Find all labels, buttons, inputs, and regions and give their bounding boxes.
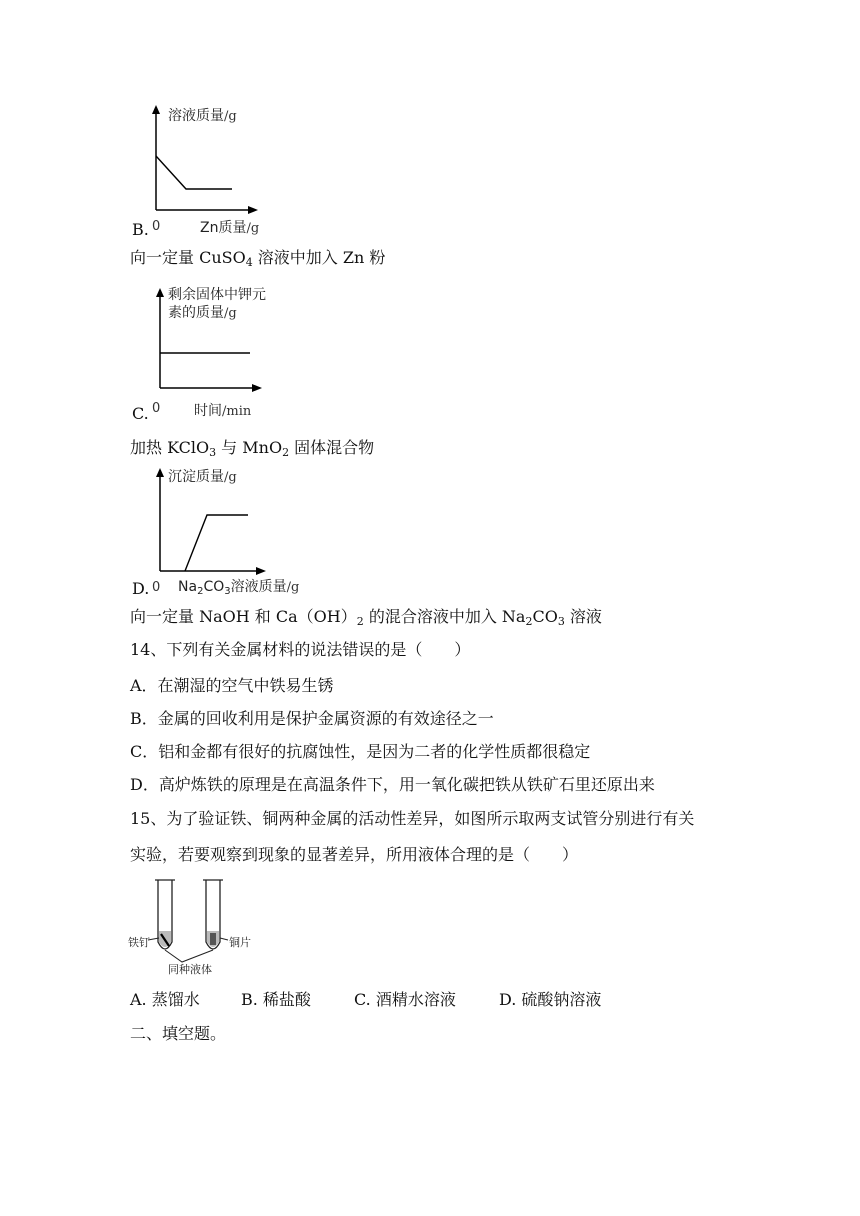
q15-stem-line1: 15、为了验证铁、铜两种金属的活动性差异，如图所示取两支试管分别进行有关	[130, 809, 695, 828]
x-label: 时间/min	[194, 403, 252, 419]
x-axis-arrow	[256, 567, 266, 575]
q15-stem-line2: 实验，若要观察到现象的显著差异，所用液体合理的是（ ）	[130, 845, 579, 864]
graph-c-caption: 加热 KClO$_3$ 与 MnO$_2$ 固体混合物	[130, 438, 375, 459]
q15-option-d: D. 硫酸钠溶液	[499, 990, 602, 1009]
q15-option-c: C. 酒精水溶液	[354, 990, 456, 1009]
q14-option-a: A．在潮湿的空气中铁易生锈	[130, 676, 334, 695]
q15-option-b: B. 稀盐酸	[241, 990, 311, 1009]
q14-option-d: D．高炉炼铁的原理是在高温条件下，用一氧化碳把铁从铁矿石里还原出来	[130, 775, 655, 794]
curve	[156, 156, 232, 189]
option-c-label: C.	[132, 404, 149, 423]
q15-option-a: A. 蒸馏水	[130, 990, 200, 1009]
q14-option-b: B．金属的回收利用是保护金属资源的有效途径之一	[130, 709, 494, 728]
graph-b-caption: 向一定量 CuSO$_4$ 溶液中加入 Zn 粉	[130, 248, 386, 269]
y-axis-arrow	[156, 288, 164, 297]
option-d-label: D.	[132, 579, 150, 598]
graph-c	[152, 283, 312, 423]
option-b-label: B.	[132, 220, 149, 239]
graph-b	[150, 100, 280, 235]
x-label: $Na_2CO_3$溶液质量/g	[178, 579, 300, 597]
graph-d-caption: 向一定量 NaOH 和 $Ca(OH)_2$ 的混合溶液中加入 $Na_2CO_3$ 溶液	[130, 607, 602, 628]
origin: 0	[152, 580, 161, 595]
y-axis-arrow	[156, 468, 164, 477]
x-axis-arrow	[248, 206, 258, 214]
leader-lines	[165, 950, 213, 962]
label-same-liquid: 同种液体	[168, 963, 212, 976]
origin: 0	[152, 219, 161, 234]
y-axis-arrow	[152, 105, 160, 114]
copper-sheet	[210, 933, 216, 945]
graph-d	[152, 463, 322, 598]
x-axis-arrow	[252, 384, 262, 392]
label-iron-nail: 铁钉	[128, 936, 150, 949]
x-label: Zn质量/g	[200, 220, 260, 236]
y-label-line1: 剩余固体中钾元	[168, 287, 266, 303]
q14-option-c: C．铝和金都有很好的抗腐蚀性，是因为二者的化学性质都很稳定	[130, 742, 591, 761]
label-copper: 铜片	[229, 936, 251, 949]
y-label: 溶液质量/g	[168, 108, 237, 124]
test-tube-figure	[128, 876, 268, 976]
section-heading: 二、填空题。	[130, 1024, 227, 1043]
y-label-line2: 素的质量/g	[168, 305, 237, 321]
origin: 0	[152, 401, 161, 416]
y-label: 沉淀质量/g	[168, 469, 237, 485]
curve	[185, 515, 248, 571]
q14-stem: 14、下列有关金属材料的说法错误的是（ ）	[130, 640, 471, 659]
